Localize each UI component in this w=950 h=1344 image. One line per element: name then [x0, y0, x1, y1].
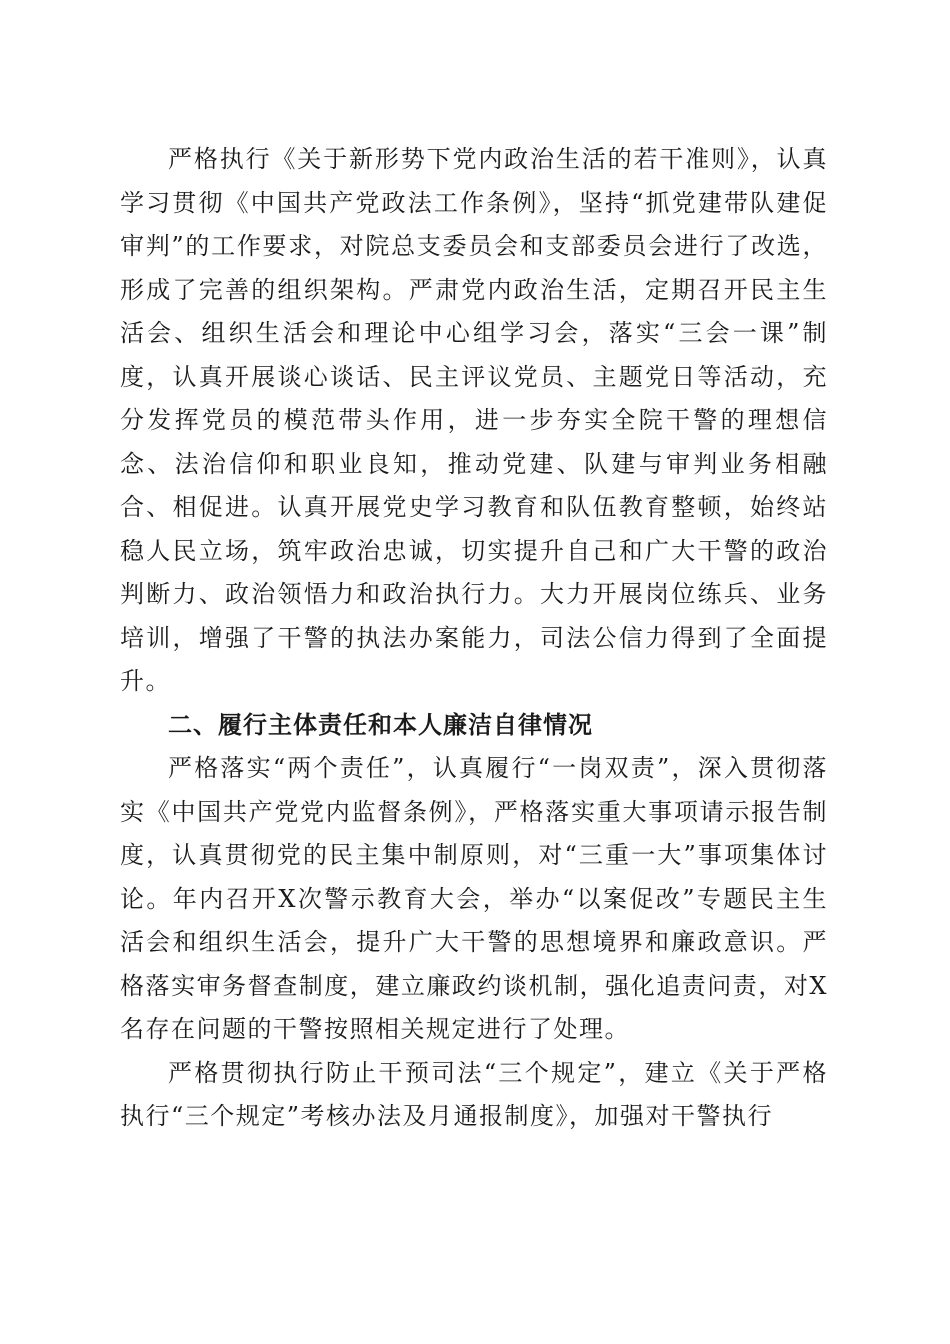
document-body [120, 138, 828, 1139]
paragraph-three-regulations: 严格贯彻执行防止干预司法“三个规定”，建立《关于严格执行“三个规定”考核办法及月通报制度》，加强对干警执行 [120, 1058, 828, 1130]
paragraph-party-building: 严格执行《关于新形势下党内政治生活的若干准则》，认真学习贯彻《中国共产党政法工作条例》，坚持“抓党建带队建促审判”的工作要求，对院总支委员会和支部委员会进行了改选，形成了完善的组织架构。严肃党内政治生活，定期召开民主生活会、组织生活会和理论中心组学习会，落实“三会一课”制度，认真开展谈心谈话、民主评议党员、主题党日等活动，充分发挥党员的模范带头作用，进一步夯实全院干警的理想信念、法治信仰和职业良知，推动党建、队建与审判业务相融合、相促进。认真开展党史学习教育和队伍教育整顿，始终站稳人民立场，筑牢政治忠诚，切实提升自己和广大干警的政治判断力、政治领悟力和政治执行力。大力开展岗位练兵、业务培训，增强了干警的执法办案能力，司法公信力得到了全面提升。 [120, 145, 828, 695]
paragraph-responsibility: 严格落实“两个责任”，认真履行“一岗双责”，深入贯彻落实《中国共产党党内监督条例》，严格落实重大事项请示报告制度，认真贯彻党的民主集中制原则，对“三重一大”事项集体讨论。年内召开X次警示教育大会，举办“以案促改”专题民主生活会和组织生活会，提升广大干警的思想境界和廉政意识。严格落实审务督查制度，建立廉政约谈机制，强化追责问责，对X名存在问题的干警按照相关规定进行了处理。 [120, 754, 828, 1043]
section-heading: 二、履行主体责任和本人廉洁自律情况 [168, 710, 593, 739]
